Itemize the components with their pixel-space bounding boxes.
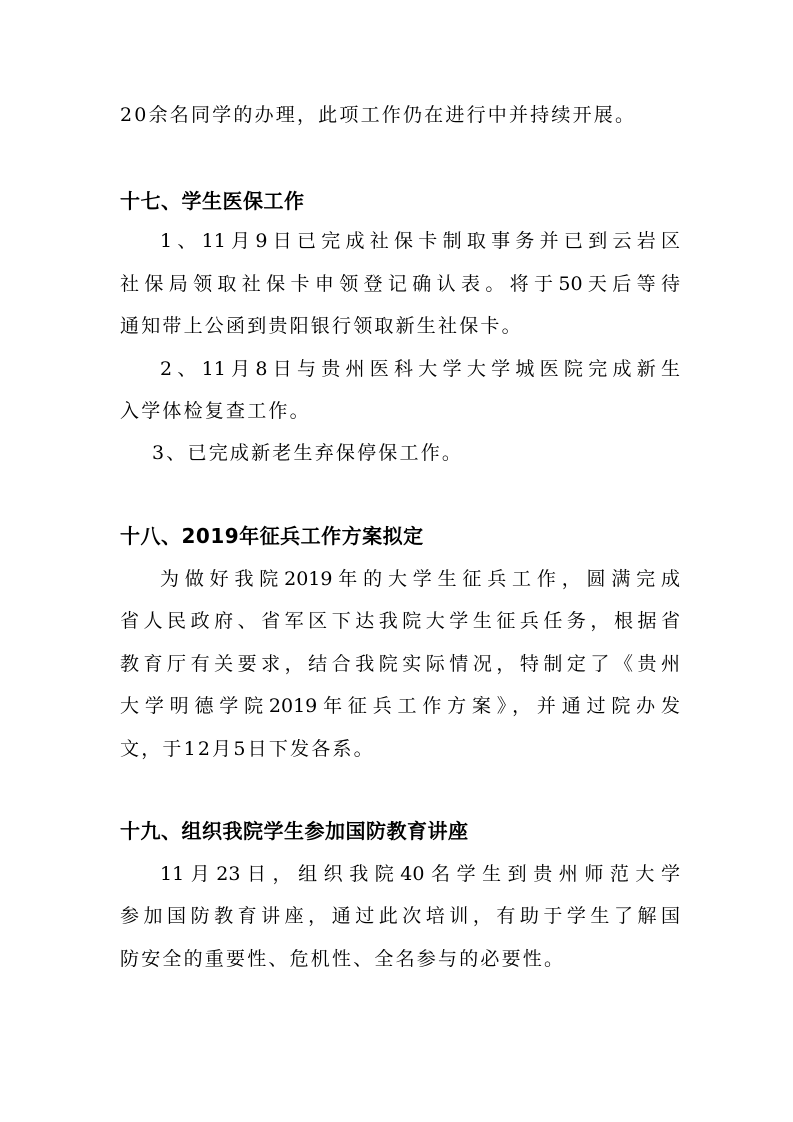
section-19-heading: 十九、组织我院学生参加国防教育讲座 (120, 819, 469, 843)
section-19-line-2: 参加国防教育讲座，通过此次培训，有助于学生了解国 (120, 905, 680, 927)
section-18-heading: 十八、2019年征兵工作方案拟定 (120, 524, 424, 548)
section-17-heading: 十七、学生医保工作 (120, 189, 305, 213)
section-18-line-5: 文，于12月5日下发各系。 (120, 738, 375, 760)
section-18-line-1: 为做好我院2019年的大学生征兵工作，圆满完成 (160, 568, 680, 590)
section-17-item-1-line-1: 1、11月9日已完成社保卡制取事务并已到云岩区 (160, 230, 680, 252)
section-18-line-2: 省人民政府、省军区下达我院大学生征兵任务，根据省 (120, 610, 680, 632)
section-17-item-1-line-3: 通知带上公函到贵阳银行领取新生社保卡。 (120, 315, 523, 337)
continuation-line-1: 20余名同学的办理，此项工作仍在进行中并持续开展。 (120, 104, 637, 126)
section-19-line-1: 11月23日，组织我院40名学生到贵州师范大学 (160, 863, 680, 885)
section-17-item-2-line-2: 入学体检复查工作。 (120, 400, 311, 422)
section-18-line-3: 教育厅有关要求，结合我院实际情况，特制定了《贵州 (120, 653, 680, 675)
section-17-item-1-line-2: 社保局领取社保卡申领登记确认表。将于50天后等待 (120, 273, 680, 295)
section-17-item-3-line-1: 3、已完成新老生弃保停保工作。 (152, 442, 464, 464)
section-18-line-4: 大学明德学院2019年征兵工作方案》，并通过院办发 (120, 695, 680, 717)
section-19-line-3: 防安全的重要性、危机性、全名参与的必要性。 (120, 948, 566, 970)
section-17-item-2-line-1: 2、11月8日与贵州医科大学大学城医院完成新生 (160, 358, 680, 380)
